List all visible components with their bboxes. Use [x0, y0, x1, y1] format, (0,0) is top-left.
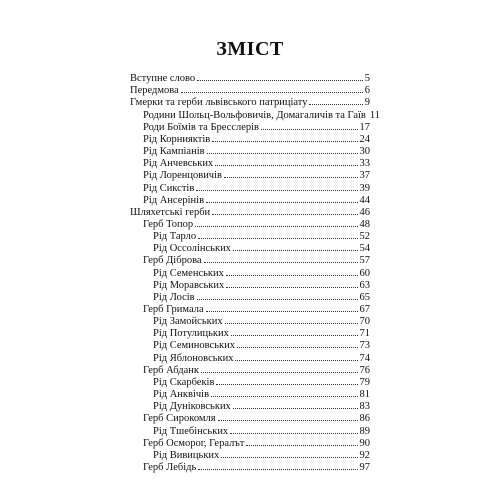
toc-entry	[143, 165, 370, 182]
toc-entry-title: Рід Лосів	[153, 291, 195, 303]
toc-entry	[153, 396, 370, 413]
toc-entry-title: Рід Дуніковських	[153, 401, 231, 413]
toc-entry	[130, 202, 370, 218]
toc-entry-page: 24	[359, 133, 370, 145]
toc-entry-page: 44	[359, 194, 370, 206]
toc-entry	[143, 141, 370, 158]
toc-entry-page: 83	[359, 401, 370, 413]
toc-entry-page: 97	[359, 461, 370, 473]
toc-entry-title: Рід Яблоновських	[153, 352, 234, 364]
toc-entry-title: Передмова	[130, 85, 179, 97]
toc-entry-page: 74	[359, 352, 370, 364]
toc-entry-page: 9	[364, 97, 370, 109]
toc-entry	[153, 262, 370, 279]
toc-entry	[143, 433, 370, 449]
toc-entry-title: Рід Семиновських	[153, 340, 235, 352]
toc-entry	[153, 420, 370, 437]
toc-entry-page: 57	[359, 255, 370, 267]
toc-entry-page: 70	[359, 316, 370, 328]
toc-entry-title: Вступне слово	[130, 73, 196, 85]
toc-entry	[143, 214, 370, 230]
toc-entry-page: 54	[359, 243, 370, 255]
toc-entry	[153, 287, 370, 303]
toc-entry	[153, 238, 370, 255]
toc-entry-title: Рід Семенських	[153, 267, 224, 279]
toc-entry	[143, 129, 370, 145]
toc-entry	[153, 335, 370, 352]
toc-entry-title: Герб Гримала	[143, 304, 204, 316]
page-title: ЗМІСТ	[216, 38, 284, 60]
toc-entry	[153, 323, 370, 340]
toc-entry	[143, 299, 370, 316]
toc-entry-title: Рід Моравських	[153, 279, 225, 291]
toc-entry-title: Рід Замойських	[153, 316, 223, 328]
toc-entry-page: 65	[359, 291, 370, 303]
toc-entry-title: Рід Тарло	[153, 231, 197, 243]
toc-entry	[143, 177, 370, 194]
toc-entry-title: Рід Ансерінів	[143, 194, 205, 206]
toc-entry	[143, 104, 380, 121]
toc-entry-title: Родини Шольц-Вольфовичів, Домагаличів та Гаїв	[143, 109, 366, 121]
toc-entry-page: 63	[359, 279, 370, 291]
toc-entry-page: 86	[359, 413, 370, 425]
toc-entry-page: 67	[359, 304, 370, 316]
toc-entry-title: Герб Сирокомля	[143, 413, 216, 425]
toc-entry-page: 6	[364, 85, 370, 97]
toc-entry	[153, 445, 370, 461]
toc-entry-page: 46	[359, 206, 370, 218]
toc-entry-page: 5	[364, 73, 370, 85]
toc-entry	[143, 117, 370, 133]
toc-entry-page: 60	[359, 267, 370, 279]
toc-entry-title: Рід Скарбеків	[153, 376, 215, 388]
toc-entry	[153, 275, 370, 291]
toc-entry-page: 90	[359, 437, 370, 449]
toc-entry	[130, 68, 370, 85]
toc-entry-title: Герб Топор	[143, 218, 194, 230]
toc-entry	[153, 347, 370, 364]
toc-entry-page: 89	[359, 425, 370, 437]
toc-entry	[153, 384, 370, 401]
toc-entry-title: Рід Тшебінських	[153, 425, 229, 437]
toc-entry	[153, 226, 370, 243]
toc-entry-title: Роди Боїмів та Бресслерів	[143, 121, 260, 133]
toc-entry-title: Рід Кампіанів	[143, 146, 205, 158]
toc-entry-title: Рід Оссолінських	[153, 243, 231, 255]
toc-entry	[143, 153, 370, 170]
toc-entry-page: 79	[359, 376, 370, 388]
toc-entry-page: 11	[369, 109, 380, 121]
toc-entry-title: Рід Вивицьких	[153, 449, 220, 461]
toc-entry	[143, 190, 370, 206]
toc-entry-title: Герб Лебідь	[143, 461, 197, 473]
toc-entry	[143, 360, 370, 376]
toc-entry-page: 33	[359, 158, 370, 170]
toc-entry-title: Рід Лоренцовичів	[143, 170, 222, 182]
toc-entry-page: 30	[359, 146, 370, 158]
toc-entry	[153, 372, 370, 388]
toc-entry	[143, 457, 370, 473]
toc-entry-title: Рід Корнияктів	[143, 133, 211, 145]
toc-entry-title: Рід Анквічів	[153, 389, 210, 401]
toc-entry-page: 81	[359, 389, 370, 401]
toc-entry-page: 17	[359, 121, 370, 133]
toc-entry-title: Рід Анчевських	[143, 158, 214, 170]
toc-entry-page: 39	[359, 182, 370, 194]
toc-entry-page: 37	[359, 170, 370, 182]
toc-entry-title: Гмерки та герби львівського патриціату	[130, 97, 308, 109]
toc-entry-title: Герб Абданк	[143, 364, 200, 376]
toc-entry	[143, 408, 370, 425]
toc-entry	[130, 92, 370, 109]
toc-entry-title: Рід Сикстів	[143, 182, 195, 194]
toc-entry-page: 76	[359, 364, 370, 376]
toc-entry-page: 71	[359, 328, 370, 340]
toc-entry-title: Шляхетські герби	[130, 206, 211, 218]
toc-entry-page: 48	[359, 218, 370, 230]
toc-entry-page: 52	[359, 231, 370, 243]
toc-entry-page: 92	[359, 449, 370, 461]
toc-entry-title: Герб Осморог, Гералът	[143, 437, 245, 449]
toc-entry-title: Рід Потулицьких	[153, 328, 229, 340]
toc-dot-leader	[198, 457, 357, 470]
toc-entry	[153, 311, 370, 328]
toc-entry-page: 73	[359, 340, 370, 352]
toc-entry	[130, 80, 370, 97]
toc-entry-title: Герб Діброва	[143, 255, 202, 267]
toc-entry	[143, 250, 370, 267]
